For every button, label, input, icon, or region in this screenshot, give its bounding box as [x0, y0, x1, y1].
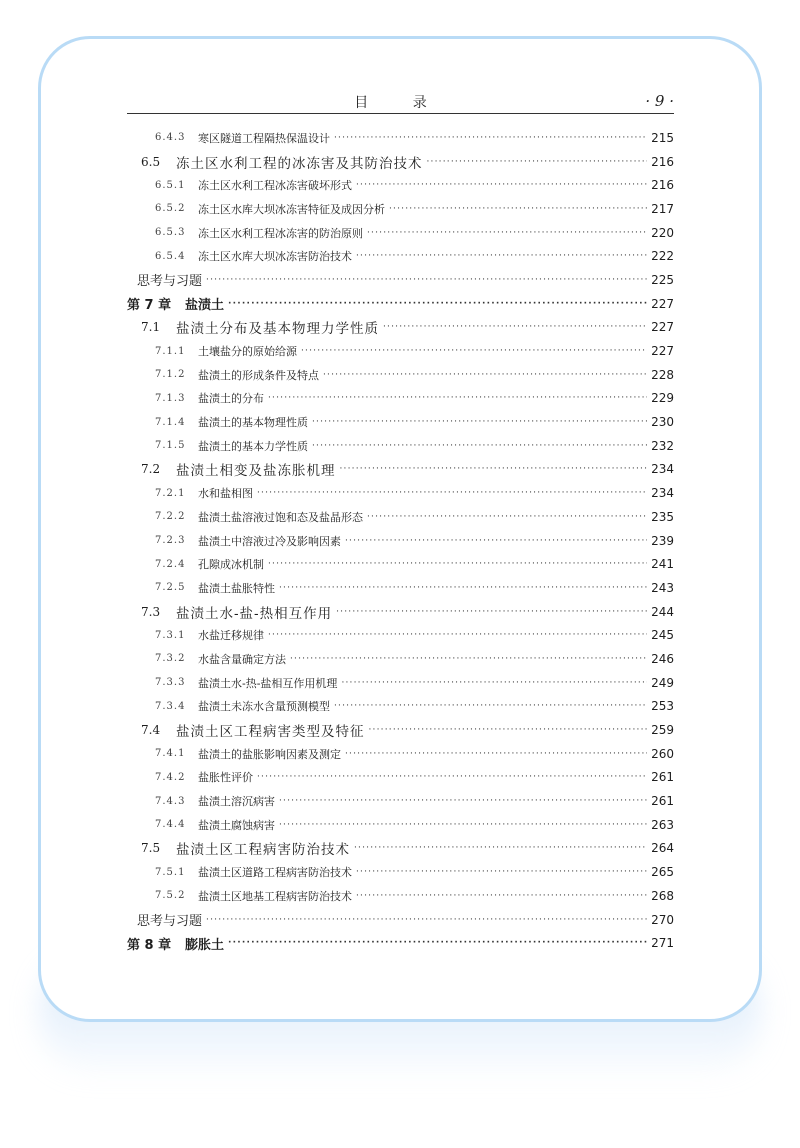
toc-entry-number: 7.1: [141, 320, 161, 335]
toc-entry-title: 冻土区水利工程冰冻害破坏形式: [198, 179, 352, 193]
toc-page-number: 220: [651, 225, 674, 240]
toc-entry-title: 盐渍土盐胀特性: [198, 581, 275, 595]
toc-entry-title: 膨胀土: [185, 937, 225, 953]
toc-entry-title: 盐渍土分布及基本物理力学性质: [176, 321, 379, 338]
toc-entry[interactable]: [127, 126, 674, 150]
toc-entry-number: 7.4.4: [155, 819, 186, 831]
toc-entry[interactable]: [127, 434, 674, 458]
toc-page-number: 259: [651, 723, 674, 738]
toc-page-number: 253: [651, 699, 674, 714]
toc-entry-number: 6.5.4: [155, 250, 186, 262]
toc-entry-number: 7.5: [141, 841, 161, 856]
toc-entry-title: 盐渍土的盐胀影响因素及测定: [198, 747, 341, 761]
toc-leader-dots: [354, 842, 647, 854]
toc-entry-number: 7.4.2: [155, 771, 186, 783]
toc-leader-dots: [356, 179, 647, 191]
toc-entry-title: 盐渍土区工程病害类型及特征: [176, 724, 365, 741]
toc-entry-number: 6.4.3: [155, 132, 186, 144]
toc-leader-dots: [268, 558, 647, 570]
toc-entry-title: 冻土区水利工程冰冻害的防治原则: [198, 226, 363, 240]
toc-entry-number: 7.2.1: [155, 487, 186, 499]
toc-entry-title: 盐渍土区工程病害防治技术: [176, 842, 350, 859]
toc-entry-number: 7.3.2: [155, 653, 186, 665]
toc-entry[interactable]: [127, 908, 674, 932]
toc-page-number: 234: [651, 486, 674, 501]
toc-leader-dots: [369, 724, 648, 736]
toc-leader-dots: [312, 440, 647, 452]
toc-entry-title: 盐渍土的基本物理性质: [198, 416, 308, 430]
toc-entry[interactable]: [127, 268, 674, 292]
toc-entry-title: 盐渍土相变及盐冻胀机理: [176, 463, 336, 480]
toc-entry[interactable]: [127, 244, 674, 268]
toc-entry-number: 7.1.4: [155, 416, 186, 428]
toc-entry-number: 7.1.5: [155, 440, 186, 452]
toc-page-number: 227: [651, 320, 674, 335]
toc-entry-title: 盐渍土区道路工程病害防治技术: [198, 866, 352, 880]
toc-page-number: 263: [651, 817, 674, 832]
toc-page-number: 232: [651, 438, 674, 453]
toc-leader-dots: [367, 511, 647, 523]
toc-entry-number: 7.2.2: [155, 511, 186, 523]
toc-entry-number: 第 8 章: [127, 937, 172, 953]
toc-leader-dots: [268, 629, 647, 641]
toc-chapter-row[interactable]: [127, 292, 674, 316]
toc-entry[interactable]: [127, 623, 674, 647]
toc-entry-title: 盐胀性评价: [198, 771, 253, 785]
toc-entry-number: 7.5.1: [155, 866, 186, 878]
toc-entry[interactable]: [127, 600, 674, 624]
toc-entry[interactable]: [127, 410, 674, 434]
toc-leader-dots: [228, 937, 647, 949]
toc-leader-dots: [389, 203, 647, 215]
toc-entry-title: 冻土区水库大坝冰冻害防治技术: [198, 250, 352, 264]
toc-entry[interactable]: [127, 860, 674, 884]
toc-entry[interactable]: [127, 718, 674, 742]
toc-page-number: 230: [651, 415, 674, 430]
toc-entry[interactable]: [127, 150, 674, 174]
toc-page-number: 249: [651, 675, 674, 690]
toc-entry-title: 盐渍土: [185, 298, 225, 314]
toc-leader-dots: [206, 914, 647, 926]
toc-page-number: 215: [651, 130, 674, 145]
toc-page-number: 265: [651, 865, 674, 880]
toc-entry-title: 冻土区水利工程的冰冻害及其防治技术: [176, 155, 423, 172]
toc-page-number: 246: [651, 651, 674, 666]
toc-entry-title: 水盐含量确定方法: [198, 652, 286, 666]
toc-page-number: 216: [651, 154, 674, 169]
toc-page-number: 227: [651, 344, 674, 359]
toc-entry[interactable]: [127, 647, 674, 671]
header-title: 目 录: [354, 95, 447, 111]
toc-leader-dots: [356, 250, 647, 262]
toc-page-number: 271: [651, 936, 674, 951]
toc-page-number: 270: [651, 912, 674, 927]
toc-leader-dots: [279, 819, 647, 831]
toc-entry[interactable]: [127, 742, 674, 766]
toc-entry[interactable]: [127, 481, 674, 505]
toc-leader-dots: [257, 771, 647, 783]
toc-entry[interactable]: [127, 529, 674, 553]
toc-page-number: 229: [651, 391, 674, 406]
toc-entry[interactable]: [127, 339, 674, 363]
toc-entry-title: 盐渍土的分布: [198, 392, 264, 406]
toc-entry-number: 7.3.1: [155, 629, 186, 641]
toc-entry[interactable]: [127, 363, 674, 387]
book-page: [127, 88, 674, 953]
toc-entry[interactable]: [127, 505, 674, 529]
toc-page-number: 268: [651, 888, 674, 903]
toc-leader-dots: [257, 487, 647, 499]
toc-page-number: 217: [651, 201, 674, 216]
toc-entry[interactable]: [127, 671, 674, 695]
toc-page-number: 260: [651, 746, 674, 761]
toc-entry-title: 寒区隧道工程隔热保温设计: [198, 131, 330, 145]
toc-page-number: 245: [651, 628, 674, 643]
toc-entry-title: 土壤盐分的原始给源: [198, 345, 297, 359]
toc-entry[interactable]: [127, 695, 674, 719]
toc-entry-number: 7.1.2: [155, 369, 186, 381]
toc-leader-dots: [301, 345, 647, 357]
toc-page-number: 222: [651, 249, 674, 264]
toc-entry-number: 7.2: [141, 462, 161, 477]
toc-leader-dots: [367, 227, 647, 239]
toc-leader-dots: [279, 582, 647, 594]
toc-leader-dots: [334, 132, 647, 144]
running-header: [127, 88, 674, 114]
toc-entry[interactable]: [127, 789, 674, 813]
toc-entry[interactable]: [127, 458, 674, 482]
toc-page-number: 234: [651, 462, 674, 477]
toc-entry-title: 盐渍土水-盐-热相互作用: [176, 605, 333, 622]
toc-page-number: 227: [651, 296, 674, 311]
toc-entry-title: 盐渍土的基本力学性质: [198, 439, 308, 453]
toc-entry-number: 7.3.3: [155, 677, 186, 689]
toc-entry-title: 盐渍土区地基工程病害防治技术: [198, 889, 352, 903]
toc-leader-dots: [336, 606, 647, 618]
header-rule: [127, 113, 674, 114]
toc-entry-number: 7.3.4: [155, 700, 186, 712]
toc-entry[interactable]: [127, 197, 674, 221]
table-of-contents: [127, 126, 674, 955]
toc-page-number: 228: [651, 367, 674, 382]
toc-entry-title: 盐渍土未冻水含量预测模型: [198, 700, 330, 714]
toc-entry-number: 7.5.2: [155, 890, 186, 902]
toc-entry-title: 思考与习题: [137, 914, 203, 930]
toc-entry[interactable]: [127, 766, 674, 790]
toc-entry-number: 7.1.1: [155, 345, 186, 357]
toc-entry-number: 6.5.2: [155, 203, 186, 215]
toc-leader-dots: [279, 795, 647, 807]
toc-entry-title: 盐渍土水-热-盐相互作用机理: [198, 676, 338, 690]
toc-leader-dots: [340, 463, 648, 475]
toc-entry[interactable]: [127, 837, 674, 861]
toc-entry[interactable]: [127, 552, 674, 576]
toc-leader-dots: [427, 156, 648, 168]
toc-entry-number: 7.2.5: [155, 582, 186, 594]
toc-leader-dots: [356, 866, 647, 878]
toc-entry[interactable]: [127, 813, 674, 837]
toc-page-number: 264: [651, 841, 674, 856]
header-page-number: · 9 ·: [645, 92, 674, 110]
toc-page-number: 261: [651, 770, 674, 785]
toc-entry-title: 孔隙成冰机制: [198, 558, 264, 572]
toc-leader-dots: [323, 369, 647, 381]
toc-entry-number: 7.1.3: [155, 392, 186, 404]
toc-entry-number: 6.5.1: [155, 179, 186, 191]
toc-chapter-row[interactable]: [127, 931, 674, 955]
toc-entry[interactable]: [127, 576, 674, 600]
toc-leader-dots: [356, 890, 647, 902]
toc-page-number: 243: [651, 580, 674, 595]
toc-entry-number: 7.4: [141, 723, 161, 738]
toc-page-number: 239: [651, 533, 674, 548]
toc-entry-title: 盐渍土盐溶液过饱和态及盐晶形态: [198, 510, 363, 524]
toc-leader-dots: [334, 700, 647, 712]
toc-entry-number: 7.4.1: [155, 748, 186, 760]
toc-entry-number: 6.5.3: [155, 227, 186, 239]
toc-entry[interactable]: [127, 173, 674, 197]
toc-leader-dots: [345, 535, 647, 547]
toc-leader-dots: [383, 321, 647, 333]
toc-entry[interactable]: [127, 221, 674, 245]
toc-entry-title: 思考与习题: [137, 274, 203, 290]
toc-entry-number: 7.2.4: [155, 558, 186, 570]
toc-entry-number: 7.4.3: [155, 795, 186, 807]
toc-entry-number: 7.2.3: [155, 535, 186, 547]
toc-leader-dots: [345, 748, 647, 760]
toc-entry-title: 水盐迁移规律: [198, 629, 264, 643]
toc-leader-dots: [290, 653, 647, 665]
toc-page-number: 244: [651, 604, 674, 619]
toc-entry-title: 水和盐相图: [198, 487, 253, 501]
toc-entry-title: 盐渍土溶沉病害: [198, 795, 275, 809]
toc-entry-title: 盐渍土中溶液过冷及影响因素: [198, 534, 341, 548]
toc-entry-number: 7.3: [141, 604, 161, 619]
toc-page-number: 261: [651, 794, 674, 809]
toc-entry-title: 盐渍土的形成条件及特点: [198, 368, 319, 382]
toc-page-number: 225: [651, 272, 674, 287]
toc-leader-dots: [268, 392, 647, 404]
toc-entry[interactable]: [127, 387, 674, 411]
toc-entry-title: 冻土区水库大坝冰冻害特征及成因分析: [198, 202, 385, 216]
toc-page-number: 216: [651, 178, 674, 193]
toc-leader-dots: [312, 416, 647, 428]
toc-page-number: 235: [651, 509, 674, 524]
toc-leader-dots: [341, 677, 647, 689]
toc-entry-title: 盐渍土腐蚀病害: [198, 818, 275, 832]
toc-page-number: 241: [651, 557, 674, 572]
toc-leader-dots: [206, 274, 647, 286]
toc-entry[interactable]: [127, 884, 674, 908]
toc-entry[interactable]: [127, 316, 674, 340]
toc-entry-number: 6.5: [141, 154, 161, 169]
toc-entry-number: 第 7 章: [127, 298, 172, 314]
toc-leader-dots: [228, 298, 647, 310]
